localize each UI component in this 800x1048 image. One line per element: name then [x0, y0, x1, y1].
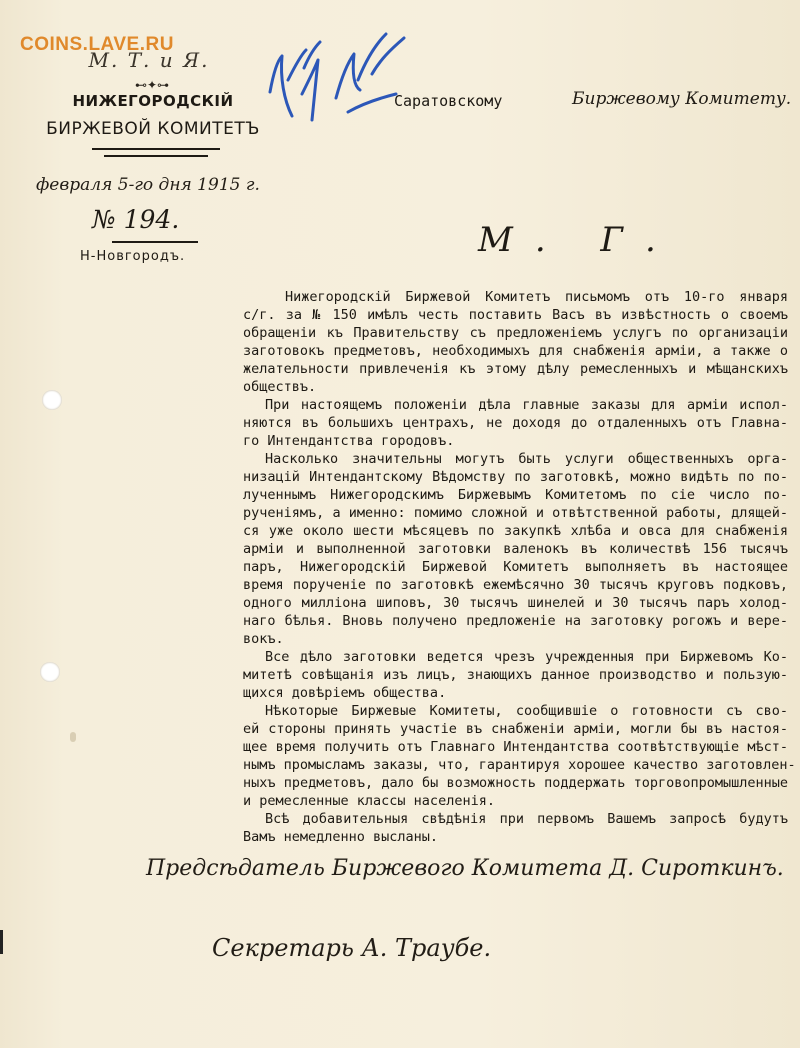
secretary-signature: Секретарь А. Траубе.: [212, 934, 492, 962]
salutation: М. Г.: [478, 220, 678, 260]
body-line: обращеніи къ Правительству съ предложеніемъ услугъ по организаціи: [243, 325, 788, 341]
body-line: Нижегородскій Биржевой Комитетъ письмомъ отъ 10-го января: [285, 289, 788, 305]
body-line: желательности привлеченія къ этому дѣлу ремесленныхъ и мѣщанскихъ: [243, 361, 788, 377]
body-line: лученнымъ Нижегородскимъ Биржевымъ Комитетомъ по сіе число по-: [243, 487, 788, 503]
watermark: COINS.LAVE.RU: [20, 34, 174, 55]
letterhead-monogram: М. Т. и Я.: [88, 48, 210, 72]
body-line: ся уже около шести мѣсяцевъ по закупкѣ хлѣба и овса для снабженія: [243, 523, 788, 539]
body-line: и ремесленные классы населенія.: [243, 793, 495, 809]
chairman-signature: Предсѣдатель Биржевого Комитета Д. Сироткинъ.: [146, 856, 784, 881]
body-line: вокъ.: [243, 631, 284, 647]
edge-mark: [0, 930, 3, 954]
city-line: Н-Новгородъ.: [80, 249, 186, 264]
punch-hole: [40, 662, 60, 682]
body-line: нымъ промысламъ заказы, что, гарантируя хорошее качество заготовлен-: [243, 757, 796, 773]
body-line: При настоящемъ положеніи дѣла главные заказы для арміи испол-: [265, 397, 788, 413]
addressee-script: Биржевому Комитету.: [572, 89, 792, 109]
letter-body: [243, 288, 796, 846]
body-line: го Интендантства городовъ.: [243, 433, 455, 449]
body-line: арміи и выполненной заготовки валенокъ въ количествѣ 156 тысячъ: [243, 541, 788, 557]
body-line: Насколько значительны могутъ быть услуги общественныхъ орга-: [265, 451, 788, 467]
body-line: щее время получить отъ Главнаго Интендантства соотвѣтствующіе мѣст-: [243, 739, 788, 755]
pin-mark: [70, 732, 76, 742]
body-line: митетѣ совѣщанія изъ лицъ, знающихъ данное производство и пользую-: [243, 667, 788, 683]
letterhead-rule-top: [92, 148, 220, 150]
body-line: Нѣкоторые Биржевые Комитеты, сообщившіе о готовности съ сво-: [265, 703, 788, 719]
body-line: щихся довѣріемъ общества.: [243, 685, 447, 701]
body-line: няются въ большихъ центрахъ, не доходя до отдаленныхъ отъ Главна-: [243, 415, 788, 431]
body-line: Вамъ немедленно высланы.: [243, 829, 439, 845]
body-line: паръ, Нижегородскій Биржевой Комитетъ выполняетъ въ настоящее: [243, 559, 788, 575]
body-line: Всѣ добавительныя свѣдѣнія при первомъ Вашемъ запросѣ будутъ: [265, 811, 788, 827]
date-line: февраля 5-го дня 1915 г.: [36, 175, 260, 195]
body-line: низацій Интендантскому Вѣдомству по заготовкѣ, можно видѣть по по-: [243, 469, 788, 485]
letterhead-name-line2: БИРЖЕВОЙ КОМИТЕТЪ: [46, 119, 260, 139]
body-line: ныхъ предметовъ, дало бы возможность поддержать торговопромышленные: [243, 775, 788, 791]
letterhead-name-line1: НИЖЕГОРОДСКІЙ: [72, 92, 234, 110]
letterhead-rule-bottom: [104, 155, 208, 157]
body-line: Все дѣло заготовки ведется чрезъ учрежденныя при Биржевомъ Ко-: [265, 649, 788, 665]
handwritten-annotation: [262, 20, 412, 140]
punch-hole: [42, 390, 62, 410]
body-line: наго бѣлья. Вновь получено предложеніе на заготовку рогожъ и вере-: [243, 613, 788, 629]
addressee-typed: Саратовскому: [394, 92, 503, 110]
body-line: обществъ.: [243, 379, 317, 395]
body-line: заготовокъ предметовъ, необходимыхъ для снабженія арміи, а также о: [243, 343, 788, 359]
body-line: с/г. за № 150 имѣлъ честь поставить Васъ въ извѣстность о своемъ: [243, 307, 788, 323]
ornament-icon: ⊷✦⊶: [134, 78, 170, 92]
body-line: рученіямъ, а именно: помимо сложной и отвѣтственной работы, длящей-: [243, 505, 788, 521]
body-line: одного милліона шиповъ, 30 тысячъ шинелей и 30 тысячъ паръ холод-: [243, 595, 788, 611]
body-line: ей стороны принять участіе въ снабженіи арміи, могли бы въ настоя-: [243, 721, 788, 737]
number-underline: [112, 241, 198, 243]
document-number: № 194.: [92, 205, 180, 234]
body-line: время порученіе по заготовкѣ ежемѣсячно 30 тысячъ круговъ подковъ,: [243, 577, 788, 593]
